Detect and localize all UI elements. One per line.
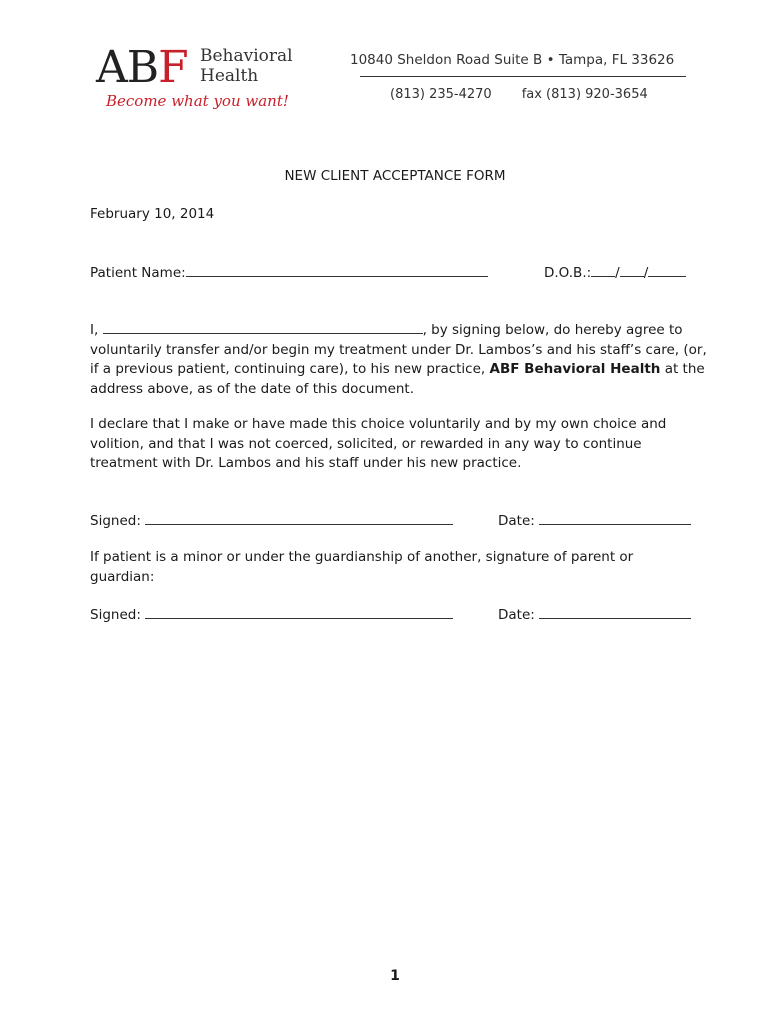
guardian-date-label: Date:: [498, 607, 535, 623]
guardian-signed-label: Signed:: [90, 607, 141, 623]
contact-block: [350, 52, 690, 102]
agreement-text: , by signing below, do hereby agree to voluntarily transfer and/or begin my treatment under Dr. Lambos’s and his staff’s care, (or, if a previous patient, continuing care), to his new practice,: [90, 322, 707, 377]
date-row: [498, 511, 691, 529]
guardian-signature-field[interactable]: [145, 605, 453, 619]
form-title: NEW CLIENT ACCEPTANCE FORM: [284, 168, 506, 184]
guardian-signature-row: [90, 605, 453, 623]
signature-row: [90, 511, 453, 529]
practice-name: ABF Behavioral Health: [489, 361, 661, 377]
logo-abf-mark: [96, 44, 188, 92]
logo-name: [200, 46, 293, 86]
dob-label: D.O.B.:: [544, 265, 592, 281]
logo-ab: AB: [96, 42, 159, 93]
page-number: 1: [390, 968, 400, 984]
dob-separator: /: [643, 265, 649, 281]
signature-field[interactable]: [145, 511, 453, 525]
logo-name-line1: Behavioral: [200, 46, 293, 66]
patient-name-label: Patient Name:: [90, 265, 186, 281]
dob-day-field[interactable]: [620, 263, 644, 277]
date-label: Date:: [498, 513, 535, 529]
phone-number: (813) 235-4270: [390, 87, 492, 102]
dob-row: [544, 263, 686, 281]
date-field[interactable]: [539, 511, 691, 525]
dob-month-field[interactable]: [591, 263, 615, 277]
guardian-date-row: [498, 605, 691, 623]
agreement-end: at the address above, as of the date of this document.: [90, 361, 705, 397]
agreement-prefix: I,: [90, 322, 99, 338]
guardian-date-field[interactable]: [539, 605, 691, 619]
signed-label: Signed:: [90, 513, 141, 529]
logo-f: F: [158, 42, 188, 93]
dob-separator: /: [615, 265, 620, 281]
logo-tagline: Become what you want!: [106, 92, 289, 110]
contact-divider: [360, 76, 686, 77]
guardian-paragraph: If patient is a minor or under the guardianship of another, signature of parent or guardian:: [90, 549, 634, 585]
agreement-paragraph: [90, 320, 710, 399]
abf-logo: [96, 44, 306, 116]
client-name-field[interactable]: [103, 320, 423, 334]
form-date: February 10, 2014: [90, 206, 215, 222]
patient-name-row: [90, 263, 488, 281]
declaration-paragraph: I declare that I make or have made this choice voluntarily and by my own choice and volition, and that I was not coerced, solicited, or rewarded in any way to continue treatment with Dr. Lambos and his staff under his new practice.: [90, 416, 667, 471]
patient-name-field[interactable]: [186, 263, 488, 277]
fax-number: fax (813) 920-3654: [521, 87, 648, 102]
dob-year-field[interactable]: [648, 263, 686, 277]
phone-line: [350, 87, 690, 102]
logo-name-line2: Health: [200, 66, 259, 86]
address: 10840 Sheldon Road Suite B • Tampa, FL 33626: [350, 52, 675, 68]
